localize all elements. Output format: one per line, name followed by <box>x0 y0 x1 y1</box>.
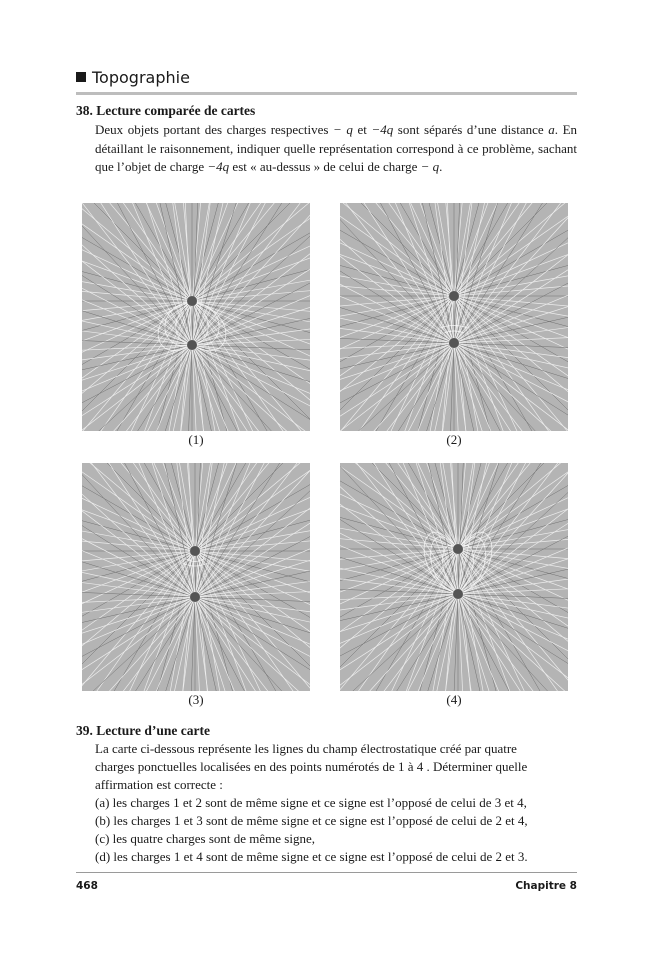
text-fragment: Deux objets portant des charges respectives <box>95 122 334 137</box>
math-charge-neg-4q: −4q <box>207 159 230 174</box>
field-map-3 <box>82 463 310 691</box>
text-fragment: est « au-dessus » de celui de charge <box>229 159 418 174</box>
exercise-39-line: affirmation est correcte : <box>95 777 223 792</box>
square-bullet-icon <box>76 72 86 82</box>
charge-dot <box>190 592 200 602</box>
figure-caption-3: (3) <box>188 692 204 707</box>
text-fragment: et <box>352 122 372 137</box>
section-title: Topographie <box>92 68 190 87</box>
charge-dot <box>449 338 459 348</box>
field-map-4 <box>340 463 568 691</box>
math-charge-neg-q: − q <box>420 159 440 174</box>
option-c: (c) les quatre charges sont de même signe, <box>95 831 315 846</box>
figure-caption-2: (2) <box>446 432 462 447</box>
exercise-39-line: La carte ci-dessous représente les lignes du champ électrostatique créé par quatre <box>95 741 517 756</box>
charge-dot <box>453 589 463 599</box>
page-number: 468 <box>76 880 98 892</box>
math-charge-neg-q: − q <box>333 122 353 137</box>
option-b: (b) les charges 1 et 3 sont de même signe et ce signe est l’opposé de celui de 2 et 4, <box>95 813 528 828</box>
exercise-38-title: 38. Lecture comparée de cartes <box>76 103 256 118</box>
footer-rule <box>76 872 577 873</box>
field-map-2 <box>340 203 568 431</box>
math-distance-a: a <box>548 122 555 137</box>
math-charge-neg-4q: −4q <box>371 122 394 137</box>
exercise-38-text <box>95 121 577 177</box>
charge-dot <box>453 544 463 554</box>
section-header <box>76 68 190 87</box>
exercise-39-line: charges ponctuelles localisées en des points numérotés de 1 à 4 . Déterminer quelle <box>95 759 528 774</box>
text-fragment: . En détaillant le raisonnement, indiquer quelle représentation correspond à ce problème, sachant que l’objet de charge <box>95 122 578 174</box>
option-d: (d) les charges 1 et 4 sont de même signe et ce signe est l’opposé de celui de 2 et 3. <box>95 849 528 864</box>
figure-caption-4: (4) <box>446 692 462 707</box>
exercise-39-title: 39. Lecture d’une carte <box>76 723 210 738</box>
option-a: (a) les charges 1 et 2 sont de même signe et ce signe est l’opposé de celui de 3 et 4, <box>95 795 527 810</box>
field-map-1 <box>82 203 310 431</box>
figure-caption-1: (1) <box>188 432 204 447</box>
chapter-label: Chapitre 8 <box>515 880 577 892</box>
header-rule <box>76 92 577 95</box>
charge-dot <box>187 296 197 306</box>
text-fragment: . <box>439 159 443 174</box>
charge-dot <box>190 546 200 556</box>
charge-dot <box>187 340 197 350</box>
charge-dot <box>449 291 459 301</box>
text-fragment: sont séparés d’une distance <box>393 122 544 137</box>
